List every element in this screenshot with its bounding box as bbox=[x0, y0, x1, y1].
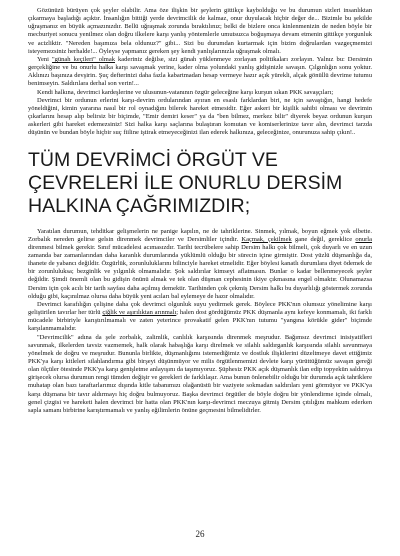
paragraph-scapegoats-pre: Yeni bbox=[37, 55, 53, 63]
paragraph-revolution bbox=[28, 334, 372, 416]
underlined-phrase-honor: onurla bbox=[355, 235, 372, 243]
paragraph-address bbox=[28, 89, 372, 97]
underlined-phrase-flee: Kaçmak, çekilmek bbox=[241, 235, 292, 243]
paragraph-intro bbox=[28, 7, 372, 56]
paragraph-address-text: Kendi halkına, devrimci kardeşlerine ve ulusunun-vatanının özgür geleceğine karşı kurşun sıkan PKK savaşçıları; bbox=[37, 88, 334, 96]
paragraph-situation-start: Yaratılan durumun, tehditkar gelişmelerin ne panige kapılın, ne de tahriklerine. Sinmek, yılmak, boyun eğmek yok elbette. Zorbalık nereden gelirse gelsin direnmek devrimciler ve Dersimliler içindir. bbox=[28, 227, 372, 243]
underlined-phrase-purge: çiğlik ve aşırılıktan arınmalı bbox=[102, 309, 177, 317]
paragraph-scapegoats bbox=[28, 56, 372, 89]
paragraph-army-text: Devrimci bir ordunun erlerini karşı-devrim ordularından ayıran en esaslı farklardan biri, ne için savaştığın, hangi hedefe yöneldiğini, kimin yararına nasıl bir rol oynadığını bilerek hareket etmesidir. Eğer askeri bir kişilik sahibi olması ve devrimin çıkarlarını hesap alıp belirsiz bir biçimde, "Emir demiri keser" ya da "ben bilmez, merkez bilir" diyerek beyaz ordunun kurşun askerleri gibi hareket edemezsiniz! Sizi halka karşı saçlarına bulaştıran komutan ve komiserlerinize tavır alın, devrimci tarzda düşünün ve bundan böyle hiçbir suç fiiline iştirak etmeyeceğinizi ilan ederek halkınıza, geleceğinize, onurunuza sahip çıkın!.. bbox=[28, 96, 372, 137]
section-heading: TÜM DEVRİMCİ ÖRGÜT VE ÇEVRELERİ İLE ONURLU DERSİM HALKINA ÇAĞRIMIZDIR; bbox=[28, 148, 343, 217]
paragraph-scapegoats-post: kaderiniz değilse, sizi günah yüklenmeye zorlayan politikaları zorlayın. Yalnız bu: Dersimin gerçekliğine ve bu onurlu halka karşı savaşmak yerine, kader olma yolundaki yanlış gidişinizle savaşın. Çılgınlığın sonu yoktur. Aklınızı başınıza devşirin. Şuç defterinizi daha fazla kabartmadan hesap vermeye hazır açık yürekli, alçak gönüllü devrime tutumu benimseyin. Saldırılara derhal son verin!... bbox=[28, 55, 372, 88]
paragraph-situation bbox=[28, 228, 372, 301]
underlined-phrase-scapegoats: "günah keçileri" olmak bbox=[52, 55, 116, 63]
paragraph-maturity bbox=[28, 301, 372, 334]
paragraph-army bbox=[28, 97, 372, 138]
paragraph-situation-mid: gane değil, gereklice bbox=[291, 235, 356, 243]
paragraph-maturity-pre: Devrimci karafılığın çelişine daha çok devrimci olgunluk suyu yedirmek gerek. Böylece PKK'nın olumsuz yönelimine karşı geliştirilen tavırlar her türlü bbox=[28, 300, 372, 317]
paragraph-intro-text: Gözünüzü bürüyen çok şeyler olabilir. Ama öze ilişkin bir şeylerin gittikçe kaybolduğu ve bu durumun sizleri insanlıktan çıkarmaya başladığı açıktır. İnsanlığın bittiği yerde devrimcilik de kalmaz, onur duyulacak hiçbir değer de... Bizimle bu şekilde uğraşmanız en büyük açmazınızdır. Bellü uğraşmak zorunda bıraktılınız; belki de bizlere onca kinlenmenizin de neden böyle bir mecburiyet sonucu yenilmez olan doğru ilkelere karşı yanlış yöntemlerle umutsuzca boğuşmaya devam etmenin gittikçe yorgunluk ve acizliktir. "Nereden başımıza bela oldunuz?" gibi... Sizi bu durumdan kurtarmak için bizim doğrulardan vazgeçmemizi isteyemezsiniz herhalde!... Öyleyse yapmanız gereken şey kendi yanlışlarınızla uğraşmak olmalı. bbox=[28, 7, 372, 55]
paragraph-situation-rest: direnmesi bilmek gerekir. Sınıf mücadelesi acımasızdır. Tarihi tecrübelere sahip Dersim halkı çok bilmeli, çok duyarlı ve en uzun zamanda bar zamanlarından daha karanlık durumlarında yüklümlü olduğu bir sürecin içine girmiştir. Dost yüzlü düşmanlığa da, ihanete de yabancı değildir. Özgürlük, zorunluluklarını bilinciyle hareket etmelidir. Eğer böylesi kanatlı durumlara diyet ödemek de bir zorunluluksa; bezginlik ve yılgınlık olmamalıdır. Şok saldırılar kimseyi aflatmasın. Bunlar o kadar bellenmeyecek şeyler değildir. Şimdi önemli olan bu gidişin önünü almak ve tek olan düşman cephesinin ikiye çıkmasına engel olmaktır. Olunamazsa Dersim için çok acılı bir tarih sayfası daha açılmış demektir. Tarihinden çok çekmiş Dersim halkı bu duyarlılığı göstermek zorunda olduğu gibi, kaçınılmaz olursa daha büyük yeni acıları bal eylemeye de hazır olmalıdır. bbox=[28, 243, 372, 300]
page-number: 26 bbox=[195, 529, 205, 539]
paragraph-maturity-post: ; halen dost gördüğümüz PKK düşmanla aynı kefeye konmamalı, iki farklı mücadele birbiriyle karıştırılmamalı ve zaten yeterince provakatif gelen PKK'nın tutumu "yangına körükle gider" biçimde karşılanmamalıdır. bbox=[28, 309, 372, 333]
paragraph-revolution-text: "Devrimcilik" adına da şele zorbalık, zalimlik, canlılık karşısında direnmek meşrudur. Bağımsız devrimci inisiyatifleri savunmak, ilkelerden tavsiz vazmemek, halk olarak habaşlığa karşı direlmek ve silahlı saldırganlık karşısında silahlı savunmaya yönelmek de doğru ve meşrudur. Bununla birlikte, düşmanlığımı istemediğimiz ve dostluk ilişkilerini düzeltmeye davet ettiğimiz PKK'ya karşı kitleleri silahlandırma gibi birşeyi düşünmüyor ve milis örgütlenmemizi devlete karşı yürüttüğümüz savaşın gereği olan ölçüler ötesinde PKK'ya karşı genişletme anlayışını da taşımıyoruz. Şüphesiz PKK açık düşmanlık ilan edip topyekün saldırıya girişecek olursa durumun rengi tümden değişir ve gerekleri de farklılaşır. Ama bunun önlenebilir olduğu bir durumda açık tahriklere muhatap olan bazı taraftarlarımız dışında kitle tabanımızı olağanüstü bir vaziyete sokmadan saldırıları yeni görmüyor ve PKK'ya karşı düşmana bir tavır aldırmayı hiç doğru bulmuyoruz. Başka devrimci örgütler de böyle doğru bir yönlendirme içinde olmalı, genel çizgisi ve hareketi halen devrimci bir hatta olan PKK'nın karşı-devrimci meczuya gitmiş Dersim çıtılığını mahkum ederken sapla samanı birbirine karıştırmamalı ve yanlış eğilimlerin önüne geçmesini bilmelidirler. bbox=[28, 333, 372, 414]
